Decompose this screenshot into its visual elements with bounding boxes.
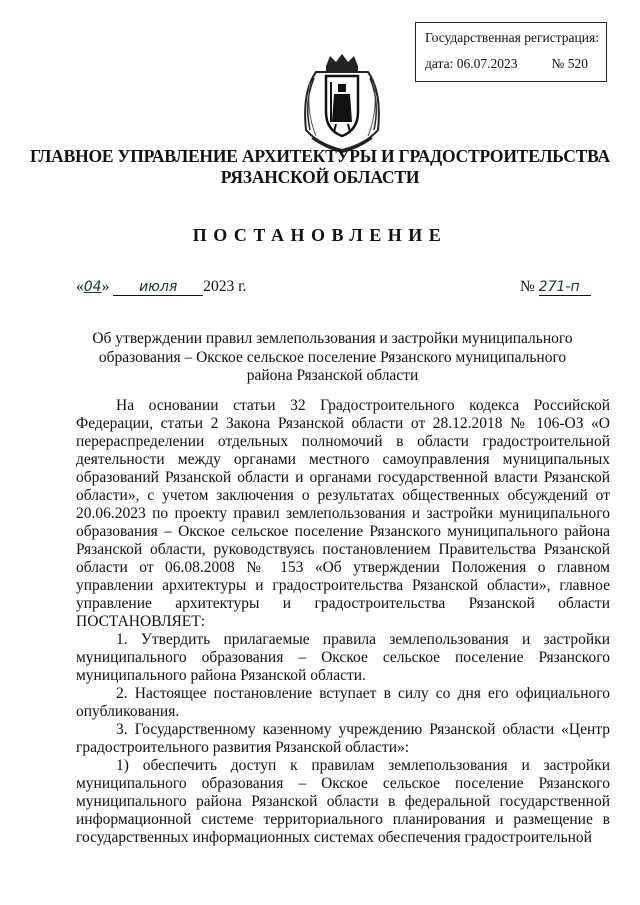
paragraph: 2. Настоящее постановление вступает в силу со дня его официального опубликования. [76, 685, 610, 720]
date-close-quote: » [101, 278, 110, 295]
paragraph: На основании статьи 32 Градостроительного кодекса Российской Федерации, статьи 2 Закона Рязанской области от 28.12.2018 № 106-ОЗ «О перераспределении отдельных полномочий в области градостроительной деятельности между органами местного самоуправления муниципальных образований Рязанской области и органами государственной власти Рязанской области», с учетом заключения о результатах общественных обсуждений от 20.06.2023 по проекту правил землепользования и застройки муниципального образования – Окское сельское поселение Рязанского муниципального района Рязанской области, руководствуясь постановлением Правительства Рязанской области от 06.08.2008 № 153 «Об утверждении Положения о главном управлении архитектуры и градостроительства Рязанской области», главное управление архитектуры и градостроительства Рязанской области ПОСТАНОВЛЯЕТ: [76, 397, 610, 630]
paragraph: 1. Утвердить прилагаемые правила землепользования и застройки муниципального образования – Окское сельское поселение Рязанского муниципального района Рязанской области. [76, 631, 610, 684]
date-year: 2023 г. [203, 278, 247, 295]
document-date [76, 278, 247, 296]
registration-date: дата: 06.07.2023 [425, 56, 518, 71]
organization-line-2: РЯЗАНСКОЙ ОБЛАСТИ [220, 167, 420, 187]
paragraph: 1) обеспечить доступ к правилам землепользования и застройки муниципального образования – Окское сельское поселение Рязанского муниципального района Рязанской области в федеральной государственной информационной системе территориального планирования и размещение в государственных информационных системах обеспечения градостроительной [76, 757, 610, 846]
registration-stamp [415, 22, 607, 82]
registration-number: № 520 [551, 56, 588, 71]
number-sign: № [520, 278, 535, 295]
date-open-quote: « [76, 278, 84, 295]
date-day: 04 [83, 279, 102, 295]
ryazan-coat-of-arms-icon [296, 52, 388, 154]
organization-name [0, 146, 640, 188]
paragraph: 3. Государственному казенному учреждению Рязанской области «Центр градостроительного развития Рязанской области»: [76, 721, 610, 756]
registration-title: Государственная регистрация: [425, 30, 599, 45]
organization-line-1: ГЛАВНОЕ УПРАВЛЕНИЕ АРХИТЕКТУРЫ И ГРАДОСТРОИТЕЛЬСТВА [30, 146, 610, 166]
date-month: июля [113, 279, 203, 296]
document-number [520, 278, 591, 296]
document-body [76, 397, 610, 847]
document-type: ПОСТАНОВЛЕНИЕ [192, 225, 448, 245]
document-subject: Об утверждении правил землепользования и застройки муниципального образования – Окское сельское поселение Рязанского муниципального района Рязанской области [92, 330, 573, 384]
number-value: 271-п [539, 279, 591, 296]
